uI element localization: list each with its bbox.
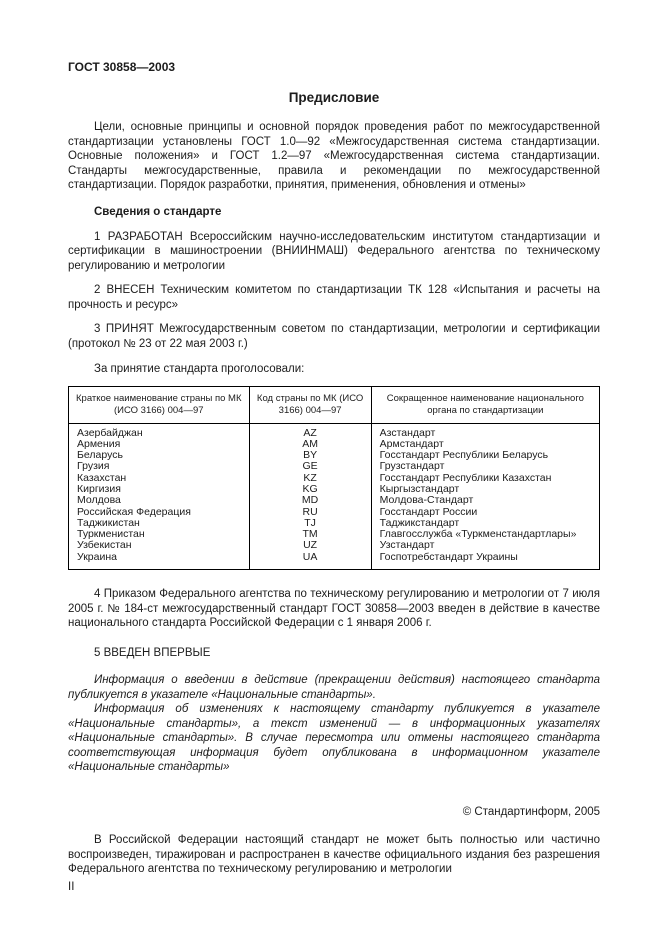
table-row (69, 450, 600, 461)
cell-code: AM (249, 439, 371, 450)
publication-note-2: Информация об изменениях к настоящему стандарту публикуется в указателе «Национальные стандарты», а текст изменений — в информационных указателях «Национальные стандарты». В случае пересмотра или отмены настоящего стандарта соответствующая информация будет опубликована в информационном указателе «Национальные стандарты» (68, 703, 600, 774)
cell-country: Таджикистан (69, 518, 250, 529)
cell-country: Туркменистан (69, 529, 250, 540)
cell-country: Киргизия (69, 484, 250, 495)
cell-country: Азербайджан (69, 423, 250, 439)
table-row (69, 423, 600, 439)
foreword-item-3: 3 ПРИНЯТ Межгосударственным советом по стандартизации, метрологии и сертификации (протокол № 23 от 22 мая 2003 г.) (68, 323, 600, 350)
table-row (69, 529, 600, 540)
page-title: Предисловие (288, 90, 380, 105)
foreword-intro-paragraph: Цели, основные принципы и основной порядок проведения работ по межгосударственной стандартизации установлены ГОСТ 1.0—92 «Межгосударственная система стандартизации. Основные положения» и ГОСТ 1.2—97 «Межгосударственная система стандартизации. Стандарты межгосударственные, правила и рекомендации по межгосударственной стандартизации. Порядок разработки, принятия, применения, обновления и отмены» (68, 121, 600, 191)
doc-number: ГОСТ 30858—2003 (68, 60, 176, 74)
cell-country: Российская Федерация (69, 507, 250, 518)
cell-country: Молдова (69, 495, 250, 506)
table-header-row (69, 386, 600, 423)
cell-body: Госпотребстандарт Украины (371, 552, 599, 570)
cell-code: KG (249, 484, 371, 495)
cell-code: MD (249, 495, 371, 506)
vote-intro-line: За принятие стандарта проголосовали: (94, 363, 305, 375)
copyright-line: © Стандартинформ, 2005 (462, 805, 600, 818)
foreword-item-1: 1 РАЗРАБОТАН Всероссийским научно-исследовательским институтом стандартизации и сертификации в машиностроении (ВНИИНМАШ) Федерального агентства по техническому регулированию и метрологии (68, 230, 600, 272)
page-number: II (68, 880, 75, 893)
cell-body: Молдова-Стандарт (371, 495, 599, 506)
table-row (69, 552, 600, 570)
table-row (69, 439, 600, 450)
table-row (69, 507, 600, 518)
table-row (69, 540, 600, 551)
table-row (69, 461, 600, 472)
cell-country: Грузия (69, 461, 250, 472)
cell-country: Казахстан (69, 473, 250, 484)
page-content (68, 60, 600, 894)
section-heading: Сведения о стандарте (94, 205, 222, 218)
table-header-body: Сокращенное наименование национального органа по стандартизации (371, 386, 599, 423)
cell-body: Госстандарт Республики Казахстан (371, 473, 599, 484)
table-row (69, 473, 600, 484)
cell-body: Кыргызстандарт (371, 484, 599, 495)
cell-code: KZ (249, 473, 371, 484)
foreword-item-4: 4 Приказом Федерального агентства по техническому регулированию и метрологии от 7 июля 2005 г. № 184-ст межгосударственный стандарт ГОСТ 30858—2003 введен в действие в качестве национального стандарта Российской Федерации с 1 января 2006 г. (68, 588, 600, 630)
cell-body: Армстандарт (371, 439, 599, 450)
table-row (69, 495, 600, 506)
cell-code: UA (249, 552, 371, 570)
vote-table (68, 386, 600, 571)
cell-body: Узстандарт (371, 540, 599, 551)
table-row (69, 484, 600, 495)
publication-note-1: Информация о введении в действие (прекращении действия) настоящего стандарта публикуется в указателе «Национальные стандарты». (68, 674, 600, 701)
cell-code: UZ (249, 540, 371, 551)
cell-body: Грузстандарт (371, 461, 599, 472)
cell-body: Госстандарт Республики Беларусь (371, 450, 599, 461)
cell-code: TJ (249, 518, 371, 529)
cell-code: GE (249, 461, 371, 472)
cell-body: Госстандарт России (371, 507, 599, 518)
cell-body: Главгосслужба «Туркменстандартлары» (371, 529, 599, 540)
cell-country: Украина (69, 552, 250, 570)
foreword-item-2: 2 ВНЕСЕН Техническим комитетом по стандартизации ТК 128 «Испытания и расчеты на прочность и ресурс» (68, 284, 600, 311)
cell-body: Азстандарт (371, 423, 599, 439)
cell-code: RU (249, 507, 371, 518)
table-header-code: Код страны по МК (ИСО 3166) 004—97 (249, 386, 371, 423)
cell-country: Узбекистан (69, 540, 250, 551)
foreword-item-5: 5 ВВЕДЕН ВПЕРВЫЕ (94, 646, 211, 659)
reproduction-note: В Российской Федерации настоящий стандарт не может быть полностью или частично воспроизведен, тиражирован и распространен в качестве официального издания без разрешения Федерального агентства по техническому регулированию и метрологии (68, 834, 600, 876)
table-row (69, 518, 600, 529)
cell-code: BY (249, 450, 371, 461)
cell-country: Беларусь (69, 450, 250, 461)
cell-code: TM (249, 529, 371, 540)
cell-code: AZ (249, 423, 371, 439)
cell-body: Таджикстандарт (371, 518, 599, 529)
cell-country: Армения (69, 439, 250, 450)
table-header-country: Краткое наименование страны по МК (ИСО 3166) 004—97 (69, 386, 250, 423)
